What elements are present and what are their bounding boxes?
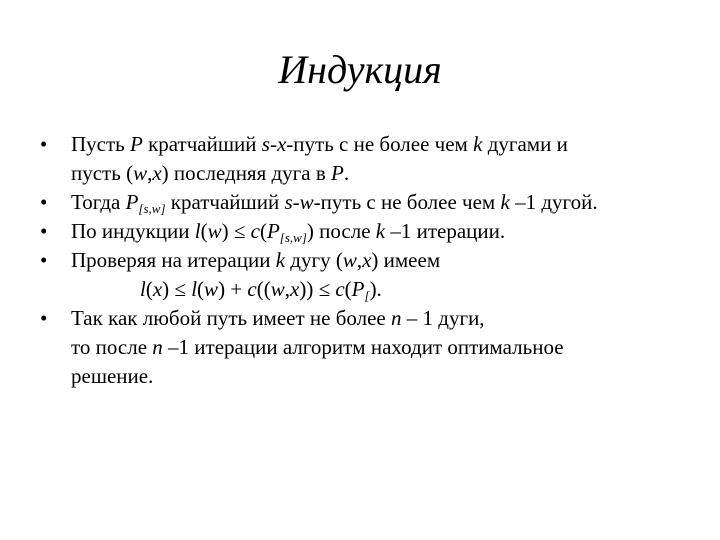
math-var: w: [299, 190, 314, 214]
text: ,: [284, 277, 290, 301]
text: .: [343, 161, 350, 185]
math-var: n: [152, 335, 163, 359]
math-var: k: [375, 219, 386, 243]
bullet-item-1: [40, 130, 700, 188]
bullet-list: [40, 130, 700, 391]
text: (: [197, 277, 205, 301]
text: ) имеем: [371, 248, 441, 272]
text: ) ≤: [162, 277, 192, 301]
math-subscript: [: [364, 288, 370, 303]
math-var: c: [335, 277, 345, 301]
text: ) после: [306, 219, 376, 243]
text: ) последняя дуга в: [161, 161, 332, 185]
bullet-marker: •: [40, 306, 48, 330]
text: (: [200, 219, 208, 243]
math-var: P: [351, 277, 365, 301]
text: кратчайший: [142, 132, 262, 156]
math-subscript: [s,w]: [138, 201, 166, 216]
math-var: P: [331, 161, 344, 185]
text: пусть (: [71, 161, 134, 185]
text: -: [292, 190, 300, 214]
text: Проверяя на итерации: [71, 248, 276, 272]
text: Так как любой путь имеет не более: [71, 306, 392, 330]
math-var: w: [204, 277, 219, 301]
text: ((: [256, 277, 271, 301]
math-var: c: [250, 219, 260, 243]
bullet-marker: •: [40, 248, 48, 272]
text: – 1 дуги,: [401, 306, 485, 330]
math-var: w: [133, 161, 148, 185]
math-var: w: [270, 277, 285, 301]
text: ) +: [218, 277, 248, 301]
bullet-item-3: [40, 217, 700, 246]
bullet-marker: •: [40, 219, 48, 243]
math-var: s: [284, 190, 293, 214]
text: -: [269, 132, 277, 156]
math-var: l: [140, 277, 146, 301]
text: (: [145, 277, 153, 301]
bullet-4-line-1: [71, 246, 700, 275]
bullet-3-line-1: [71, 217, 700, 246]
math-var: w: [207, 219, 222, 243]
text: -путь с не более чем: [313, 190, 501, 214]
text: Пусть: [71, 132, 130, 156]
bullet-item-5: [40, 304, 700, 391]
math-var: n: [391, 306, 402, 330]
bullet-1-line-2: [71, 159, 700, 188]
math-var: x: [152, 161, 162, 185]
math-var: x: [362, 248, 372, 272]
text: –1 дугой.: [509, 190, 598, 214]
formula-line: [71, 275, 700, 304]
math-subscript: [s,w]: [279, 230, 307, 245]
math-var: P: [125, 190, 139, 214]
text: –1 итерации.: [385, 219, 506, 243]
math-var: w: [342, 248, 357, 272]
bullet-item-4: [40, 246, 700, 304]
text: (: [344, 277, 352, 301]
math-var: P: [130, 132, 143, 156]
text: –1 итерации алгоритм находит оптимальное: [162, 335, 564, 359]
math-var: c: [247, 277, 257, 301]
bullet-marker: •: [40, 190, 48, 214]
math-var: l: [194, 219, 201, 243]
text: ) ≤: [221, 219, 251, 243]
bullet-5-line-1: [71, 304, 700, 333]
math-var: x: [152, 277, 163, 301]
bullet-5-line-2: [71, 333, 700, 362]
math-var: s: [261, 132, 270, 156]
text: -путь с не более чем: [286, 132, 474, 156]
bullet-item-2: [40, 188, 700, 217]
math-var: x: [276, 132, 287, 156]
math-var: x: [290, 277, 300, 301]
text: (: [259, 219, 267, 243]
math-var: k: [275, 248, 286, 272]
slide-title: Индукция: [278, 47, 442, 92]
math-var: l: [191, 277, 198, 301]
bullet-2-line-1: [71, 188, 700, 217]
text: Тогда: [71, 190, 126, 214]
text: дугами и: [482, 132, 568, 156]
math-var: k: [473, 132, 483, 156]
text: то после: [71, 335, 153, 359]
text: кратчайший: [165, 190, 285, 214]
text: ,: [356, 248, 363, 272]
text: По индукции: [71, 219, 195, 243]
text: ).: [369, 277, 382, 301]
math-var: k: [500, 190, 510, 214]
text: дугу (: [285, 248, 343, 272]
text: )) ≤: [299, 277, 336, 301]
text: ,: [147, 161, 153, 185]
math-var: P: [266, 219, 280, 243]
bullet-marker: •: [40, 132, 48, 156]
bullet-1-line-1: [71, 130, 700, 159]
bullet-5-line-3: решение.: [71, 364, 154, 388]
